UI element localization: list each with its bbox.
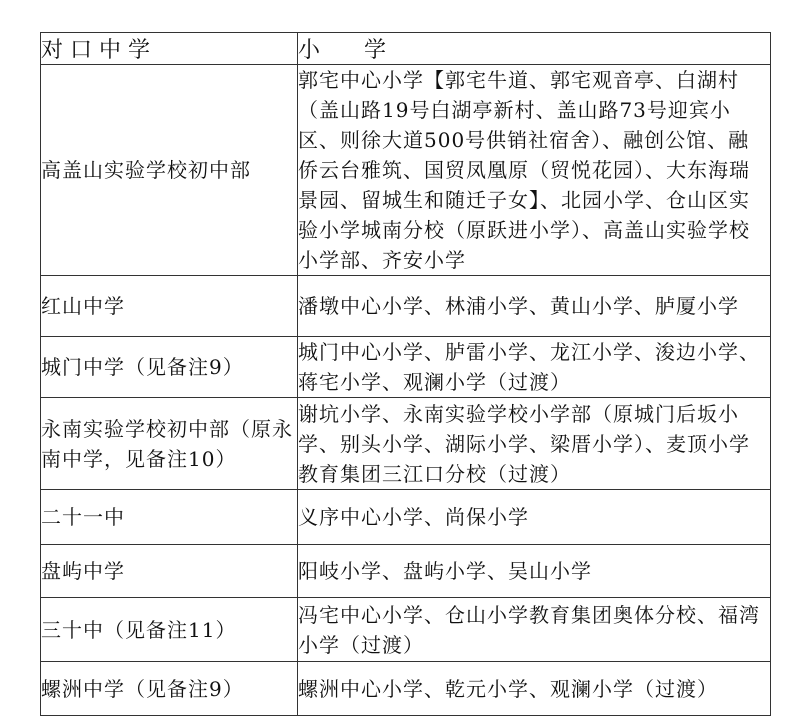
table-row xyxy=(41,65,771,276)
primary-schools-cell: 潘墩中心小学、林浦小学、黄山小学、胪厦小学 xyxy=(298,276,771,337)
middle-school-cell: 三十中（见备注11） xyxy=(41,598,298,662)
primary-schools-cell: 郭宅中心小学【郭宅牛道、郭宅观音亭、白湖村（盖山路19号白湖亭新村、盖山路73号迎宾小区、则徐大道500号供销社宿舍）、融创公馆、融侨云台雅筑、国贸凤凰原（贸悦花园）、大东海瑞景园、留城生和随迁子女】、北园小学、仓山区实验小学城南分校（原跃进小学）、高盖山实验学校小学部、齐安小学 xyxy=(298,65,771,276)
primary-schools-cell: 冯宅中心小学、仓山小学教育集团奥体分校、福湾小学（过渡） xyxy=(298,598,771,662)
middle-school-cell: 城门中学（见备注9） xyxy=(41,337,298,398)
middle-school-cell: 高盖山实验学校初中部 xyxy=(41,65,298,276)
middle-school-cell: 红山中学 xyxy=(41,276,298,337)
table-row xyxy=(41,598,771,662)
primary-schools-cell: 阳岐小学、盘屿小学、吴山小学 xyxy=(298,545,771,598)
table-row xyxy=(41,276,771,337)
primary-schools-cell: 义序中心小学、尚保小学 xyxy=(298,490,771,545)
primary-schools-cell: 城门中心小学、胪雷小学、龙江小学、浚边小学、蒋宅小学、观澜小学（过渡） xyxy=(298,337,771,398)
table-header-row xyxy=(41,33,771,65)
middle-school-cell: 二十一中 xyxy=(41,490,298,545)
table-row xyxy=(41,337,771,398)
primary-schools-cell: 谢坑小学、永南实验学校小学部（原城门后坂小学、别头小学、湖际小学、梁厝小学）、麦顶小学教育集团三江口分校（过渡） xyxy=(298,398,771,490)
school-district-table xyxy=(40,32,771,716)
table-row xyxy=(41,545,771,598)
table-row xyxy=(41,490,771,545)
table-row xyxy=(41,398,771,490)
middle-school-cell: 盘屿中学 xyxy=(41,545,298,598)
table-row xyxy=(41,662,771,716)
middle-school-cell: 永南实验学校初中部（原永南中学，见备注10） xyxy=(41,398,298,490)
middle-school-cell: 螺洲中学（见备注9） xyxy=(41,662,298,716)
header-primary-school: 小 学 xyxy=(298,33,771,65)
primary-schools-cell: 螺洲中心小学、乾元小学、观澜小学（过渡） xyxy=(298,662,771,716)
header-middle-school: 对 口 中 学 xyxy=(41,33,298,65)
